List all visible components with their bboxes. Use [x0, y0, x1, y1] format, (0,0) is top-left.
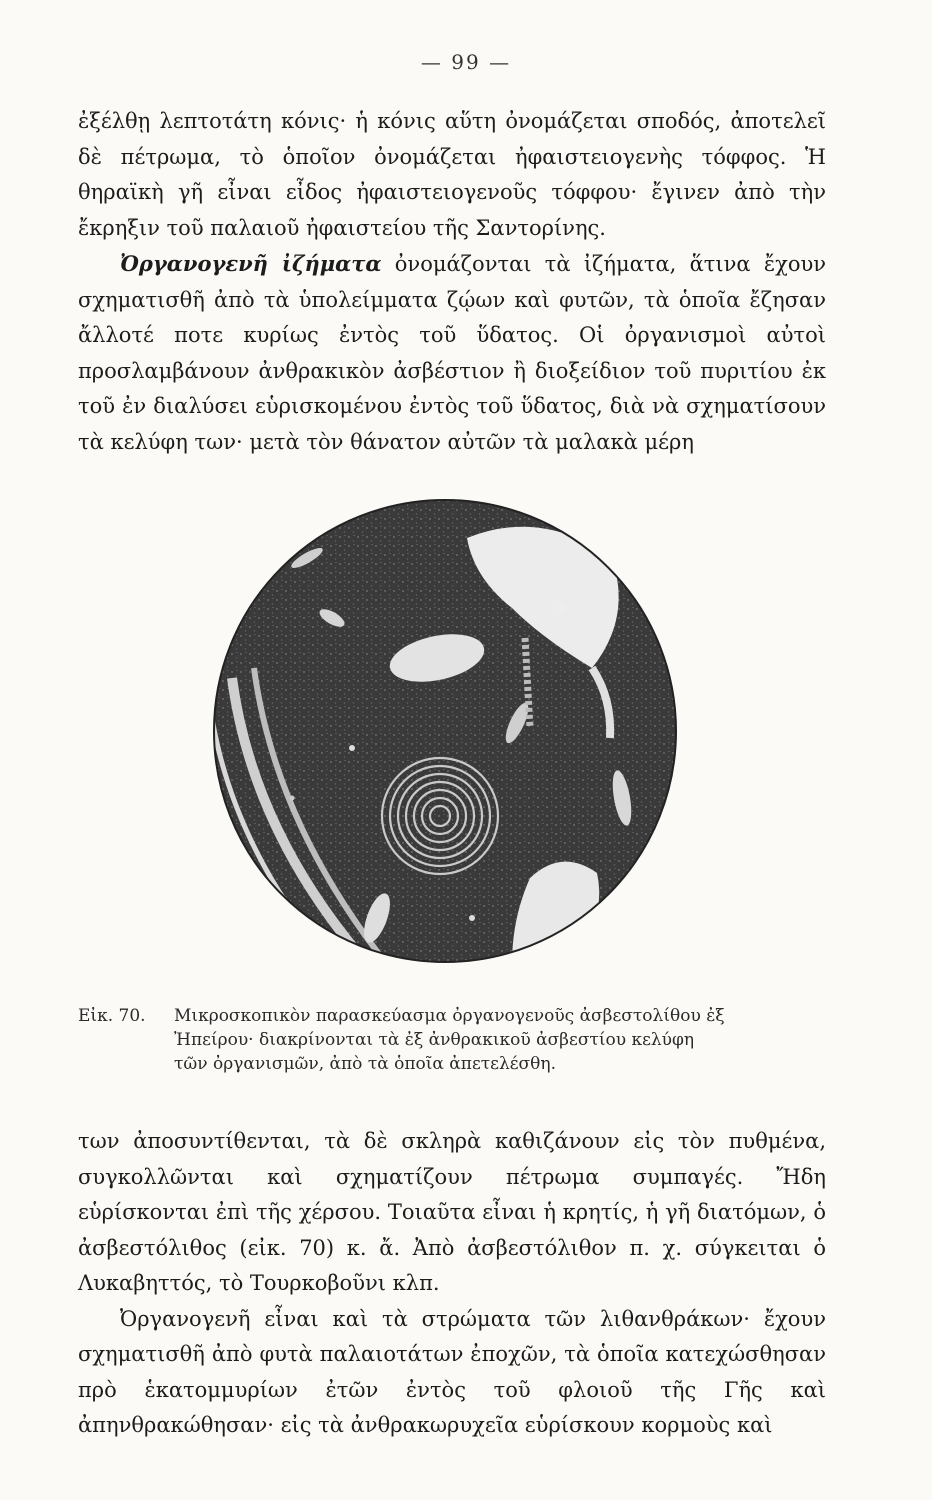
caption-line-3: τῶν ὀργανισμῶν, ἀπὸ τὰ ὁποῖα ἀπετελέσθη.	[174, 1054, 556, 1074]
paragraph	[78, 246, 826, 460]
page-number: — 99 —	[420, 50, 512, 74]
paragraph-text: ὀνομάζονται τὰ ἰζήματα, ἅτινα ἔχουν σχηματισθῆ ἀπὸ τὰ ὑπολείμματα ζῴων καὶ φυτῶν, τὰ ὁποῖα ἔζησαν ἄλλοτέ ποτε κυρίως ἐντὸς τοῦ ὕδατος. Οἱ ὀργανισμοὶ αὐτοὶ προσλαμβάνουν ἀνθρακικὸν ἀσβέστιον ἢ διοξείδιον τοῦ πυριτίου ἐκ τοῦ ἐν διαλύσει εὑρισκομένου ἐντὸς τοῦ ὕδατος, διὰ νὰ σχηματίσουν τὰ κελύφη των· μετὰ τὸν θάνατον αὐτῶν τὰ μαλακὰ μέρη	[78, 252, 826, 454]
defined-term: Ὀργανογενῆ ἰζήματα	[120, 251, 382, 276]
caption-line-1	[78, 1004, 848, 1028]
paragraph: των ἀποσυντίθενται, τὰ δὲ σκληρὰ καθιζάνουν εἰς τὸν πυθμένα, συγκολλῶνται καὶ σχηματίζουν πέτρωμα συμπαγές. Ἤδη εὑρίσκονται ἐπὶ τῆς χέρσου. Τοιαῦτα εἶναι ἡ κρητίς, ἡ γῆ διατόμων, ὁ ἀσβεστόλιθος (εἰκ. 70) κ. ἄ. Ἀπὸ ἀσβεστόλιθον π. χ. σύγκειται ὁ Λυκαβηττός, τὸ Τουρκοβοῦνι κλπ.	[78, 1129, 826, 1295]
caption-text: Μικροσκοπικὸν παρασκεύασμα ὀργανογενοῦς ἀσβεστολίθου ἐξ	[174, 1006, 725, 1026]
micrograph-image	[212, 498, 678, 964]
caption-label: Εἰκ. 70.	[78, 1006, 146, 1026]
paragraph: Ὀργανογενῆ εἶναι καὶ τὰ στρώματα τῶν λιθανθράκων· ἔχουν σχηματισθῆ ἀπὸ φυτὰ παλαιοτάτων ἐποχῶν, τὰ ὁποῖα κατεχώσθησαν πρὸ ἑκατομμυρίων ἐτῶν ἐντὸς τοῦ φλοιοῦ τῆς Γῆς καὶ ἀπηνθρακώθησαν· εἰς τὰ ἀνθρακωρυχεῖα εὑρίσκουν κορμοὺς καὶ	[78, 1306, 826, 1437]
caption-line-2: Ἠπείρου· διακρίνονται τὰ ἐξ ἀνθρακικοῦ ἀσβεστίου κελύφη	[174, 1030, 695, 1050]
micrograph-figure	[212, 498, 678, 964]
top-text-block	[78, 104, 826, 460]
figure-caption	[78, 1004, 848, 1076]
bottom-text-block	[78, 1124, 826, 1444]
paragraph: ἐξέλθῃ λεπτοτάτη κόνις· ἡ κόνις αὕτη ὀνομάζεται σποδός, ἀποτελεῖ δὲ πέτρωμα, τὸ ὁποῖον ὀνομάζεται ἠφαιστειογενὴς τόφφος. Ἡ θηραϊκὴ γῆ εἶναι εἶδος ἠφαιστειογενοῦς τόφφου· ἔγινεν ἀπὸ τὴν ἔκρηξιν τοῦ παλαιοῦ ἠφαιστείου τῆς Σαντορίνης.	[78, 109, 826, 240]
